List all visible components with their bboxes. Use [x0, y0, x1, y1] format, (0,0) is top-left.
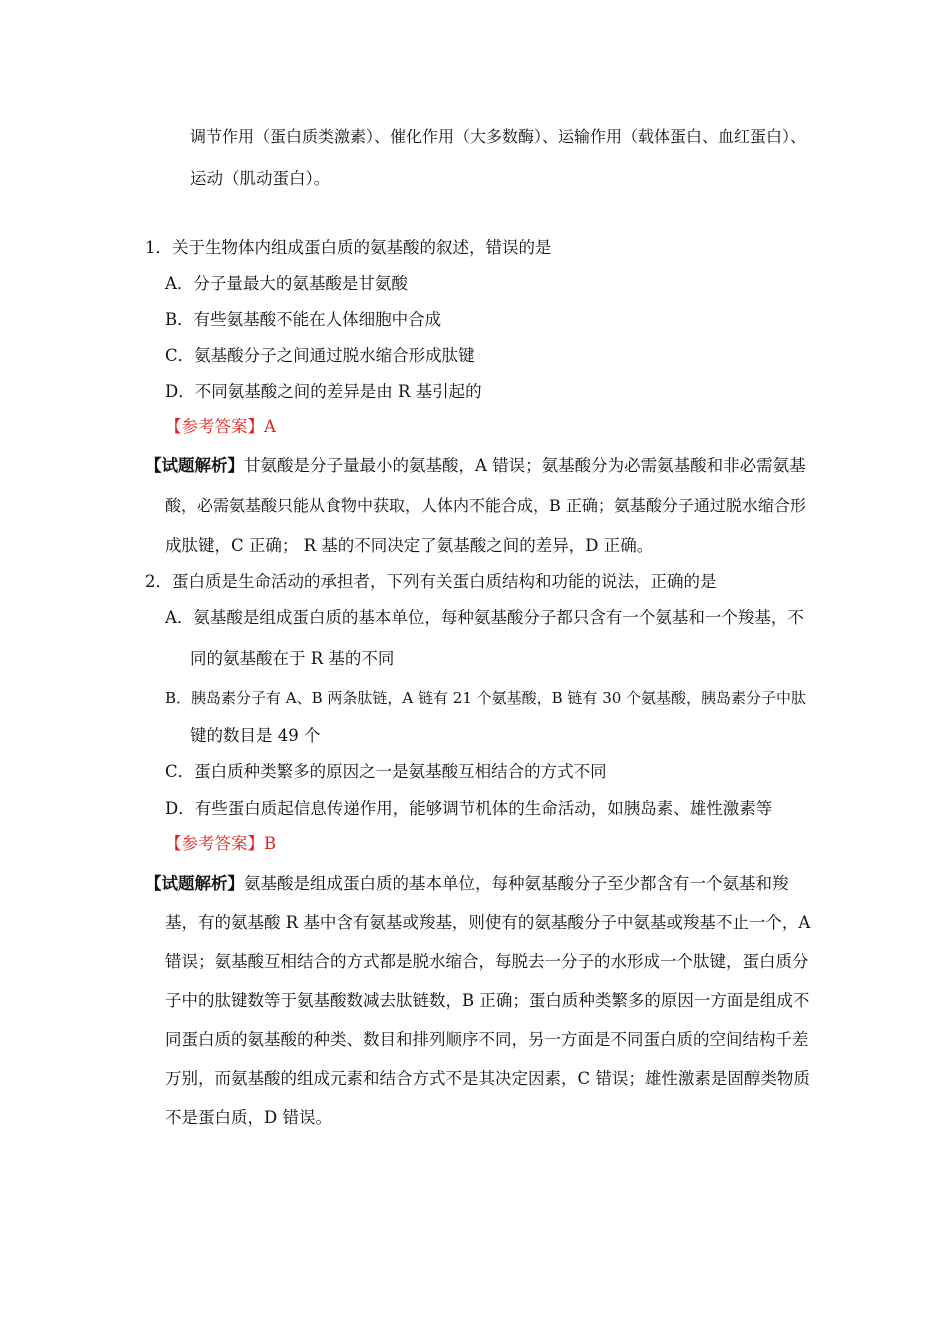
question-1-analysis-line-1 [145, 454, 806, 478]
analysis-text: 甘氨酸是分子量最小的氨基酸，A 错误；氨基酸分为必需氨基酸和非必需氨基 [244, 456, 806, 475]
question-1-answer [165, 415, 276, 439]
question-2-analysis-line-1 [145, 872, 789, 896]
question-2-analysis-line-4: 子中的肽键数等于氨基酸数减去肽链数，B 正确；蛋白质种类繁多的原因一方面是组成不 [165, 991, 810, 1010]
analysis-label: 【试题解析】 [145, 456, 244, 475]
answer-label: 【参考答案】 [165, 834, 264, 853]
question-1-analysis-line-2: 酸，必需氨基酸只能从食物中获取，人体内不能合成，B 正确；氨基酸分子通过脱水缩合形 [165, 496, 806, 515]
answer-value: B [264, 834, 277, 853]
intro-line-1: 调节作用（蛋白质类激素）、催化作用（大多数酶）、运输作用（载体蛋白、血红蛋白）、 [190, 127, 807, 146]
analysis-label: 【试题解析】 [145, 874, 244, 893]
intro-line-2: 运动（肌动蛋白）。 [190, 169, 331, 188]
question-1-option-b: B．有些氨基酸不能在人体细胞中合成 [165, 310, 442, 329]
question-2-stem: 2．蛋白质是生命活动的承担者，下列有关蛋白质结构和功能的说法，正确的是 [145, 572, 717, 591]
question-2-option-d: D．有些蛋白质起信息传递作用，能够调节机体的生命活动，如胰岛素、雄性激素等 [165, 799, 773, 818]
question-2-analysis-line-3: 错误；氨基酸互相结合的方式都是脱水缩合，每脱去一分子的水形成一个肽键，蛋白质分 [165, 952, 809, 971]
question-1-option-d: D．不同氨基酸之间的差异是由 R 基引起的 [165, 382, 482, 401]
question-1-option-a: A．分子量最大的氨基酸是甘氨酸 [165, 274, 408, 293]
question-2-option-b-line-1: B．胰岛素分子有 A、B 两条肽链，A 链有 21 个氨基酸，B 链有 30 个氨基酸，胰岛素分子中肽 [165, 689, 807, 707]
question-1-option-c: C．氨基酸分子之间通过脱水缩合形成肽键 [165, 346, 475, 365]
answer-value: A [264, 417, 276, 436]
question-2-answer [165, 832, 276, 856]
question-2-analysis-line-5: 同蛋白质的氨基酸的种类、数目和排列顺序不同，另一方面是不同蛋白质的空间结构千差 [165, 1030, 809, 1049]
question-2-analysis-line-7: 不是蛋白质，D 错误。 [165, 1108, 332, 1127]
question-2-option-b-line-2: 键的数目是 49 个 [190, 726, 321, 745]
question-1-stem: 1．关于生物体内组成蛋白质的氨基酸的叙述，错误的是 [145, 238, 552, 257]
answer-label: 【参考答案】 [165, 417, 264, 436]
analysis-text: 氨基酸是组成蛋白质的基本单位，每种氨基酸分子至少都含有一个氨基和羧 [244, 874, 789, 893]
question-1-analysis-line-3: 成肽键，C 正确； R 基的不同决定了氨基酸之间的差异，D 正确。 [165, 536, 654, 555]
question-2-analysis-line-2: 基，有的氨基酸 R 基中含有氨基或羧基，则使有的氨基酸分子中氨基或羧基不止一个，A [165, 913, 811, 932]
question-2-option-a-line-2: 同的氨基酸在于 R 基的不同 [190, 649, 395, 668]
question-2-analysis-line-6: 万别，而氨基酸的组成元素和结合方式不是其决定因素，C 错误；雄性激素是固醇类物质 [165, 1069, 810, 1088]
question-2-option-c: C．蛋白质种类繁多的原因之一是氨基酸互相结合的方式不同 [165, 762, 607, 781]
question-2-option-a-line-1: A．氨基酸是组成蛋白质的基本单位，每种氨基酸分子都只含有一个氨基和一个羧基，不 [165, 608, 804, 627]
